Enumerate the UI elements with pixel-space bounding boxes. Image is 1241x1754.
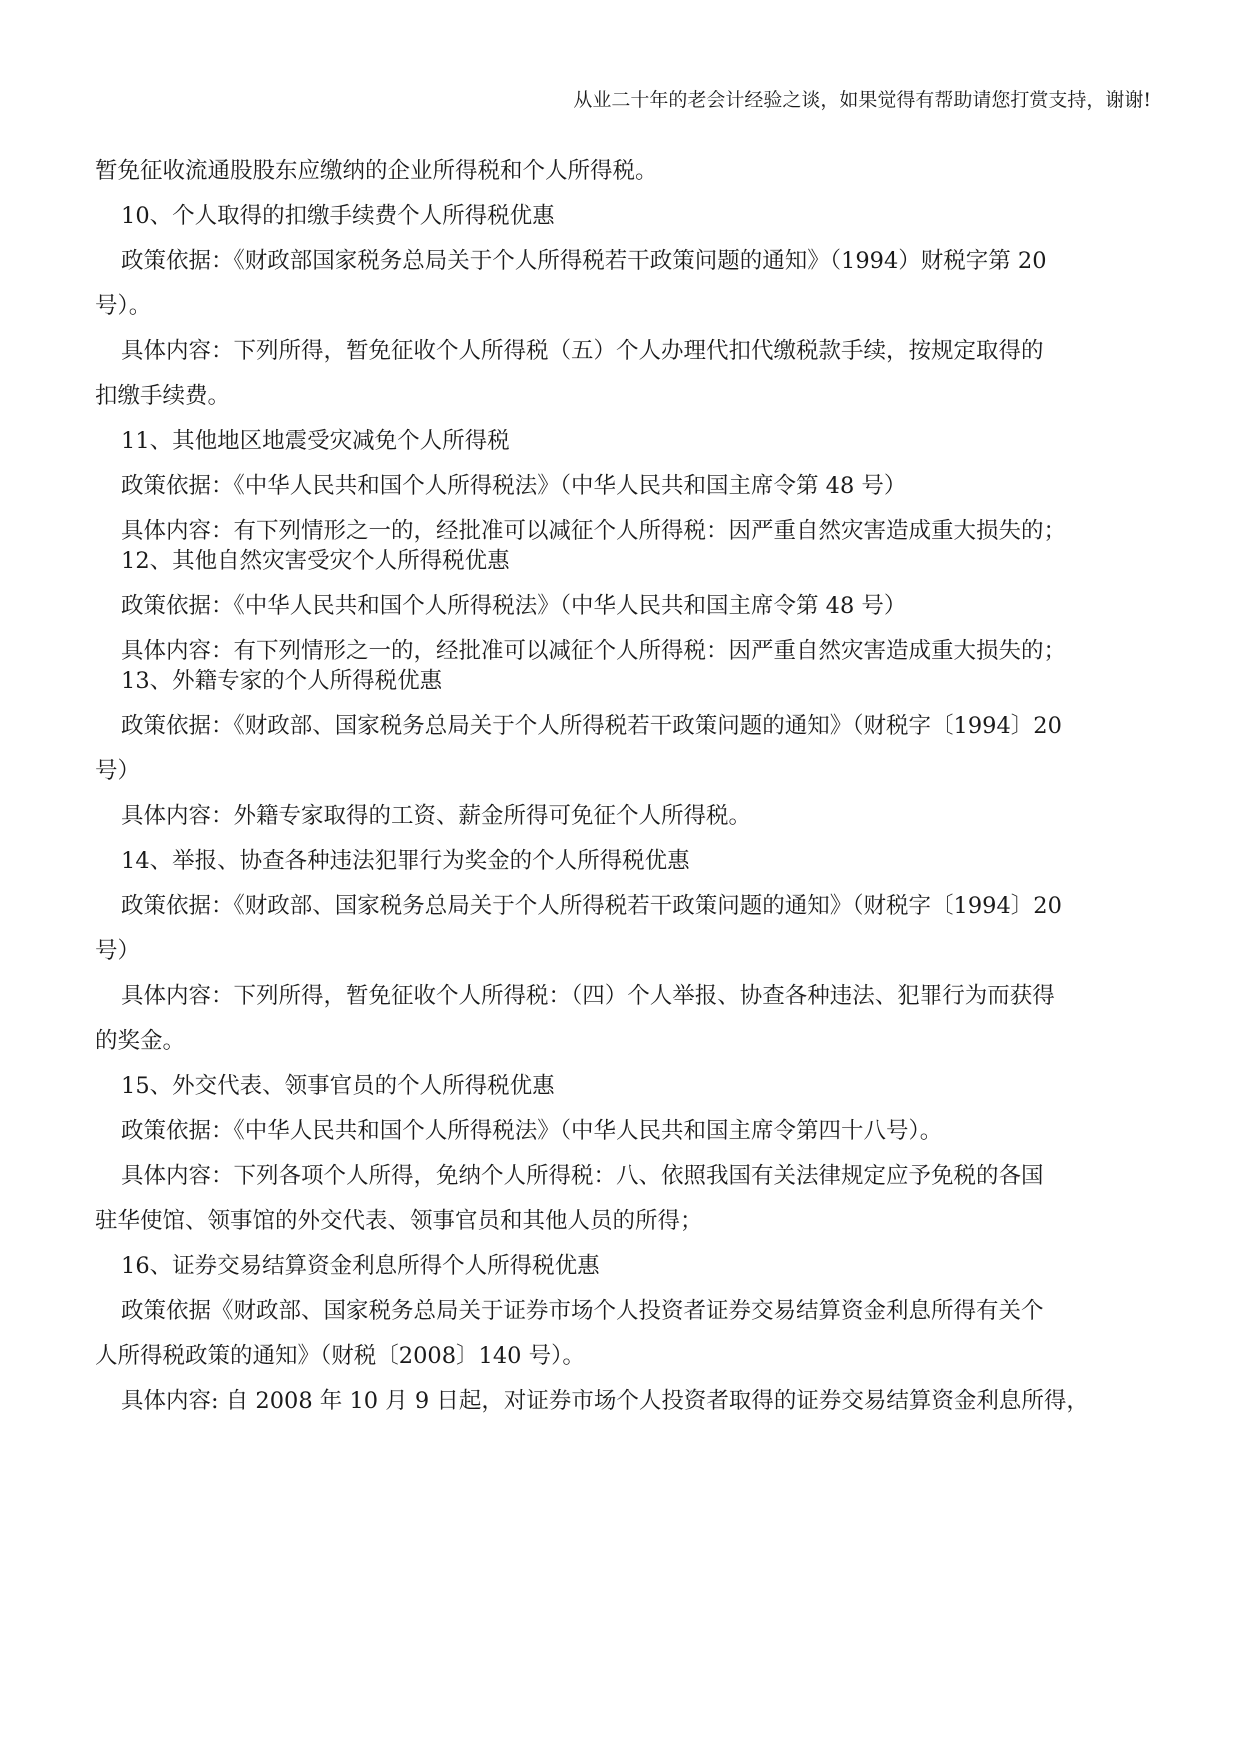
document-body: [95, 156, 1145, 1431]
text-line: 具体内容：有下列情形之一的，经批准可以减征个人所得税：因严重自然灾害造成重大损失的；: [121, 518, 1067, 544]
text-line: 13、外籍专家的个人所得税优惠: [121, 668, 443, 694]
text-line: 号）: [95, 758, 141, 784]
text-line: 号）。: [95, 293, 152, 319]
text-line: 驻华使馆、领事馆的外交代表、领事官员和其他人员的所得；: [95, 1208, 703, 1234]
text-line: 具体内容：下列所得，暂免征收个人所得税（五）个人办理代扣代缴税款手续，按规定取得的: [121, 338, 1044, 364]
text-line: 11、其他地区地震受灾减免个人所得税: [121, 428, 510, 454]
text-line: 扣缴手续费。: [95, 383, 231, 409]
text-line: 政策依据：《中华人民共和国个人所得税法》（中华人民共和国主席令第四十八号）。: [121, 1118, 943, 1144]
page-header-note: 从业二十年的老会计经验之谈，如果觉得有帮助请您打赏支持，谢谢!: [573, 89, 1151, 111]
text-line: 具体内容：有下列情形之一的，经批准可以减征个人所得税：因严重自然灾害造成重大损失的；: [121, 638, 1067, 664]
text-line: 具体内容：外籍专家取得的工资、薪金所得可免征个人所得税。: [121, 803, 752, 829]
text-line: 政策依据：《财政部、国家税务总局关于个人所得税若干政策问题的通知》（财税字〔1994〕20: [121, 713, 1062, 739]
text-line: 人所得税政策的通知》（财税〔2008〕140 号）。: [95, 1343, 585, 1369]
text-line: 16、证券交易结算资金利息所得个人所得税优惠: [121, 1253, 600, 1279]
text-line: 政策依据：《财政部、国家税务总局关于个人所得税若干政策问题的通知》（财税字〔1994〕20: [121, 893, 1062, 919]
text-line: 政策依据：《中华人民共和国个人所得税法》（中华人民共和国主席令第 48 号）: [121, 473, 907, 499]
text-line: 14、举报、协查各种违法犯罪行为奖金的个人所得税优惠: [121, 848, 690, 874]
text-line: 12、其他自然灾害受灾个人所得税优惠: [121, 548, 510, 574]
text-line: 的奖金。: [95, 1028, 186, 1054]
text-line: 具体内容: 自 2008 年 10 月 9 日起，对证券市场个人投资者取得的证券交易结算资金利息所得，: [121, 1388, 1089, 1414]
text-line: 号）: [95, 938, 141, 964]
text-line: 15、外交代表、领事官员的个人所得税优惠: [121, 1073, 555, 1099]
text-line: 政策依据：《财政部国家税务总局关于个人所得税若干政策问题的通知》（1994）财税字第 20: [121, 248, 1047, 274]
text-line: 暂免征收流通股股东应缴纳的企业所得税和个人所得税。: [95, 158, 658, 184]
text-line: 政策依据：《中华人民共和国个人所得税法》（中华人民共和国主席令第 48 号）: [121, 593, 907, 619]
text-line: 10、个人取得的扣缴手续费个人所得税优惠: [121, 203, 555, 229]
text-line: 具体内容：下列所得，暂免征收个人所得税：（四）个人举报、协查各种违法、犯罪行为而获得: [121, 983, 1055, 1009]
text-line: 政策依据《财政部、国家税务总局关于证券市场个人投资者证券交易结算资金利息所得有关个: [121, 1298, 1044, 1324]
text-line: 具体内容：下列各项个人所得，免纳个人所得税：八、依照我国有关法律规定应予免税的各国: [121, 1163, 1044, 1189]
